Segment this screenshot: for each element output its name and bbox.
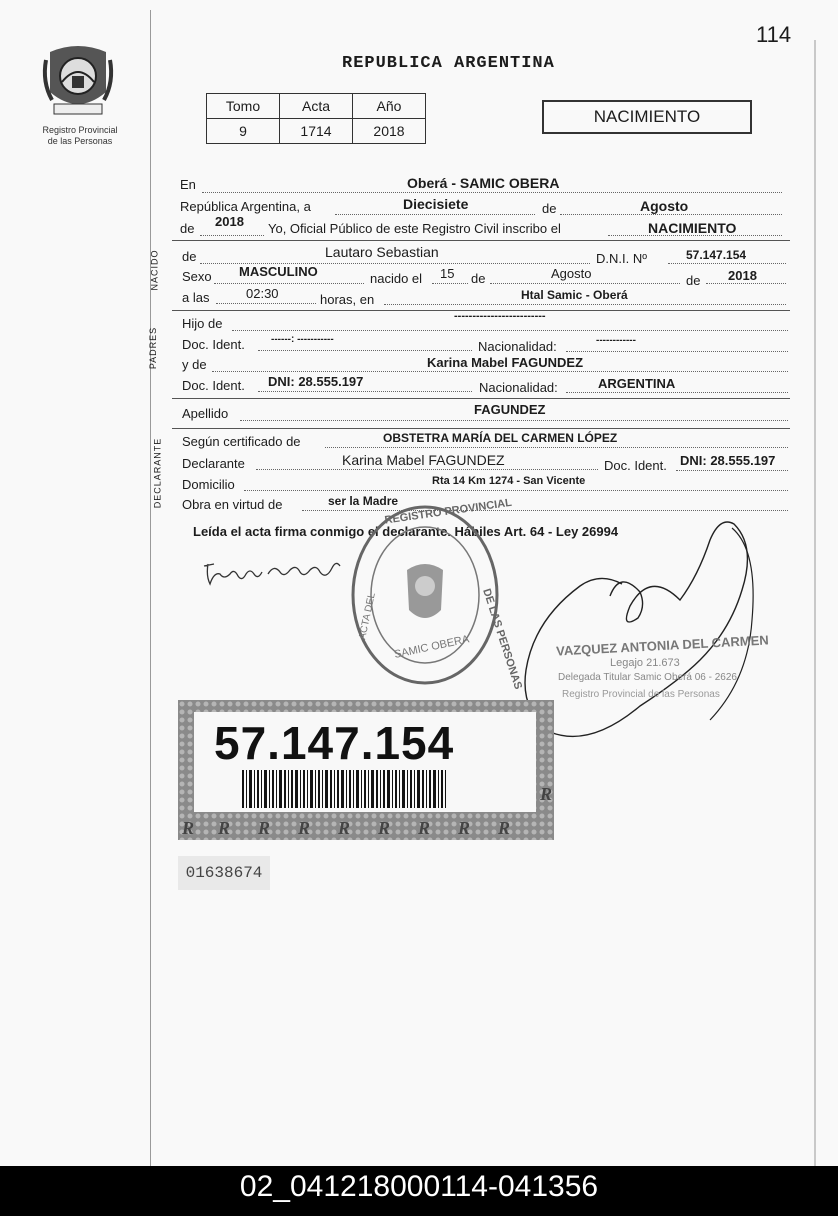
birth-time: 02:30 <box>246 286 279 301</box>
dotted-line <box>325 447 788 448</box>
de-label: de <box>542 201 557 216</box>
registry-table <box>206 93 426 144</box>
section-separator <box>172 240 790 241</box>
en-label: En <box>180 177 196 192</box>
logo-caption <box>28 125 132 147</box>
dotted-line <box>384 304 786 305</box>
serial-number: 01638674 <box>178 856 270 890</box>
svg-text:R: R <box>338 818 351 838</box>
doc-ident-label: Doc. Ident. <box>182 337 245 352</box>
svg-text:SAMIC OBERA: SAMIC OBERA <box>393 633 471 661</box>
republica-label: República Argentina, a <box>180 199 311 214</box>
sticker-dni-number: 57.147.154 <box>214 717 455 769</box>
dotted-line <box>668 263 786 264</box>
dotted-line <box>566 351 788 352</box>
svg-text:R: R <box>540 784 553 804</box>
value-tomo: 9 <box>207 119 280 144</box>
inscribo-value: NACIMIENTO <box>648 220 737 236</box>
document-title: REPUBLICA ARGENTINA <box>342 54 555 73</box>
apellido-label: Apellido <box>182 406 229 421</box>
dni-label: D.N.I. Nº <box>596 251 647 266</box>
margin-line <box>150 10 151 1166</box>
svg-text:R: R <box>378 818 391 838</box>
hijo-de-label: Hijo de <box>182 316 223 331</box>
declarante-side-label: DECLARANTE <box>152 437 163 509</box>
svg-text:REGISTRO PROVINCIAL: REGISTRO PROVINCIAL <box>383 496 513 527</box>
dotted-line <box>432 283 468 284</box>
svg-text:R: R <box>182 818 195 838</box>
nacionalidad-label: Nacionalidad: <box>479 380 558 395</box>
official-position: Delegada Titular Samic Oberá 06 - 2626 <box>558 672 737 683</box>
declarant-signature <box>200 550 350 592</box>
padres-side-label: PADRES <box>148 326 159 370</box>
dotted-line <box>244 490 788 491</box>
provincial-seal-icon <box>42 42 114 122</box>
child-dni: 57.147.154 <box>686 248 747 262</box>
dotted-line <box>258 391 472 392</box>
section-separator <box>172 428 790 429</box>
child-name: Lautaro Sebastian <box>325 244 439 260</box>
declarante-label: Declarante <box>182 456 245 471</box>
birth-day: 15 <box>440 266 455 281</box>
birth-month: Agosto <box>551 266 592 281</box>
svg-text:R: R <box>418 818 431 838</box>
de-label: de <box>471 271 486 286</box>
dotted-line <box>490 283 680 284</box>
doc-ident-label: Doc. Ident. <box>182 378 245 393</box>
registry-place: Oberá - SAMIC OBERA <box>407 175 560 191</box>
alas-label: a las <box>182 290 210 305</box>
father-name: ------------------------- <box>454 310 546 322</box>
nacionalidad-label: Nacionalidad: <box>478 339 557 354</box>
page-number: 114 <box>756 22 792 47</box>
svg-text:R: R <box>458 818 471 838</box>
value-anio: 2018 <box>353 119 426 144</box>
value-acta: 1714 <box>280 119 353 144</box>
svg-text:R: R <box>218 818 231 838</box>
birth-place: Htal Samic - Oberá <box>521 288 628 302</box>
closing-statement: Leída el acta firma conmigo el declarante. Hábiles Art. 64 - Ley 26994 <box>193 524 619 539</box>
obra-label: Obra en virtud de <box>182 497 283 512</box>
dotted-line <box>202 192 782 193</box>
dotted-line <box>216 303 316 304</box>
dotted-line <box>258 350 472 351</box>
svg-text:ACTA DEL: ACTA DEL <box>357 591 378 641</box>
sexo-label: Sexo <box>182 269 212 284</box>
obra-value: ser la Madre <box>328 494 399 508</box>
logo-caption-line2: de las Personas <box>47 136 113 146</box>
svg-text:R: R <box>498 818 511 838</box>
dotted-line <box>560 214 782 215</box>
father-doc: ------: ----------- <box>271 334 334 345</box>
svg-text:DE LAS PERSONAS: DE LAS PERSONAS <box>480 587 525 691</box>
doc-ident-label: Doc. Ident. <box>604 458 667 473</box>
y-de-label: y de <box>182 357 207 372</box>
dotted-line <box>240 420 788 421</box>
mother-doc: DNI: 28.555.197 <box>268 374 364 389</box>
official-registry: Registro Provincial de las Personas <box>562 689 720 700</box>
birth-year: 2018 <box>728 268 757 283</box>
segun-certificado-label: Según certificado de <box>182 434 301 449</box>
father-nationality: ------------ <box>596 335 636 346</box>
nacido-el-label: nacido el <box>370 271 423 286</box>
registration-year: 2018 <box>215 214 244 229</box>
header-anio: Año <box>353 94 426 119</box>
dotted-line <box>212 371 788 372</box>
scan-filename: 02_041218000114-041356 <box>0 1166 838 1216</box>
domicilio-label: Domicilio <box>182 477 235 492</box>
declarant-doc: DNI: 28.555.197 <box>680 453 776 468</box>
section-separator <box>172 398 790 399</box>
svg-text:R: R <box>258 818 271 838</box>
logo-caption-line1: Registro Provincial <box>42 125 118 135</box>
nacido-de-label: de <box>182 249 197 264</box>
page-edge <box>814 40 816 1166</box>
horas-label: horas, en <box>320 292 375 307</box>
dotted-line <box>214 283 364 284</box>
registration-day: Diecisiete <box>403 196 469 212</box>
domicile-value: Rta 14 Km 1274 - San Vicente <box>432 475 586 487</box>
official-legajo: Legajo 21.673 <box>610 657 680 669</box>
dotted-line <box>200 235 264 236</box>
nacido-side-label: NACIDO <box>149 249 160 291</box>
mother-name: Karina Mabel FAGUNDEZ <box>427 355 584 370</box>
svg-text:R: R <box>298 818 311 838</box>
child-sex: MASCULINO <box>239 264 318 279</box>
header-acta: Acta <box>280 94 353 119</box>
act-type-box: NACIMIENTO <box>542 100 752 134</box>
de-label: de <box>686 273 701 288</box>
de2-label: de <box>180 221 195 236</box>
oficial-text: Yo, Oficial Público de este Registro Civil inscribo el <box>268 221 561 236</box>
declarant-name: Karina Mabel FAGUNDEZ <box>342 452 505 468</box>
certificate-issuer: OBSTETRA MARÍA DEL CARMEN LÓPEZ <box>383 431 618 445</box>
dotted-line <box>256 469 598 470</box>
dotted-line <box>566 392 788 393</box>
mother-nationality: ARGENTINA <box>598 376 676 391</box>
dotted-line <box>335 214 535 215</box>
official-name: VAZQUEZ ANTONIA DEL CARMEN <box>555 632 770 659</box>
registration-month: Agosto <box>640 198 689 214</box>
surname-value: FAGUNDEZ <box>474 402 546 417</box>
dotted-line <box>706 283 786 284</box>
header-tomo: Tomo <box>207 94 280 119</box>
dotted-line <box>232 330 788 331</box>
dotted-line <box>676 470 788 471</box>
